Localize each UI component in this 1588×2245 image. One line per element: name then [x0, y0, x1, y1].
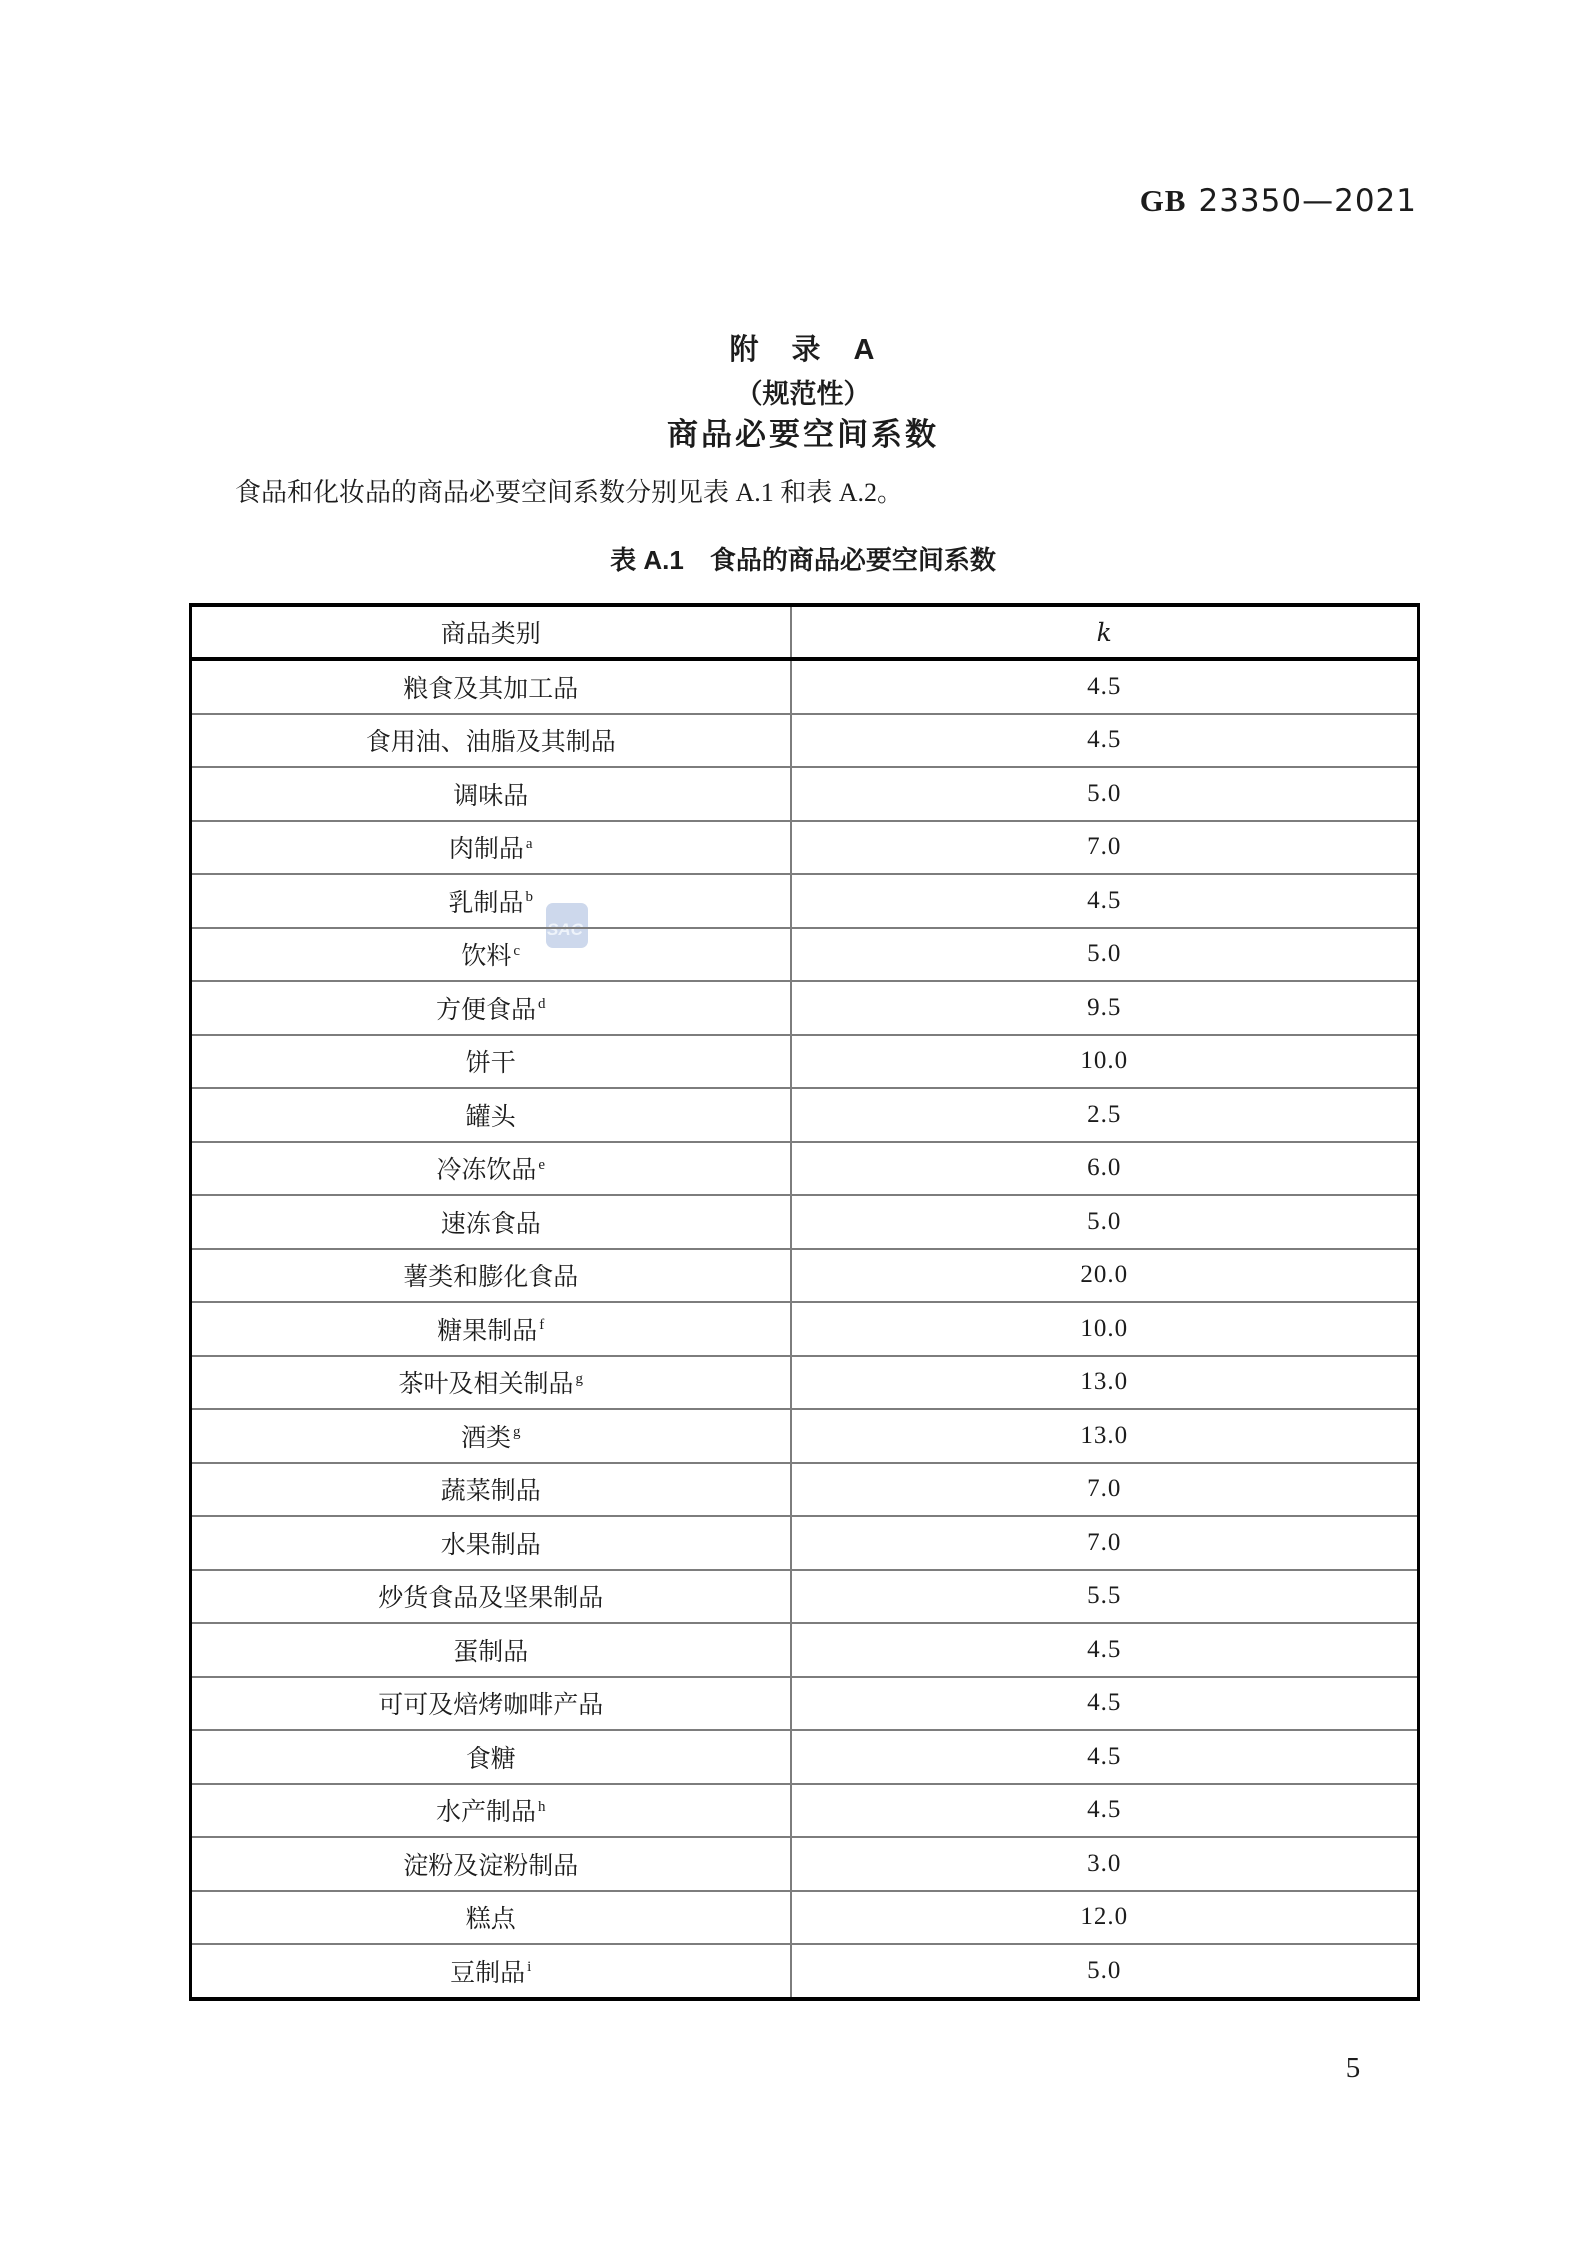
standard-code-number: 23350—2021 [1198, 183, 1417, 219]
footnote-marker: i [527, 1959, 532, 1976]
category-cell: 糖果制品 $^f$ [191, 1302, 791, 1356]
category-cell: 方便食品 $^d$ [191, 981, 791, 1035]
k-value-cell: 9.5 [791, 981, 1419, 1035]
k-value-cell: 7.0 [791, 821, 1419, 875]
category-cell: 酒类 $^g$ [191, 1409, 791, 1463]
table-row [191, 1837, 1419, 1891]
table-row [191, 874, 1419, 928]
intro-paragraph: 食品和化妆品的商品必要空间系数分别见表 A.1 和表 A.2。 [235, 478, 904, 507]
footnote-marker: g [575, 1370, 583, 1387]
k-value-cell: 12.0 [791, 1891, 1419, 1945]
table-row [191, 1570, 1419, 1624]
table-row [191, 1463, 1419, 1517]
appendix-heading: 商品必要空间系数 [667, 417, 939, 452]
category-cell: 肉制品 $^a$ [191, 821, 791, 875]
k-value-cell: 4.5 [791, 1623, 1419, 1677]
appendix-title: 附 录 A [729, 334, 877, 366]
standard-code [189, 183, 1417, 219]
footnote-marker: e [538, 1156, 546, 1173]
category-cell: 乳制品 $^b$ [191, 874, 791, 928]
footnote-marker: c [513, 942, 521, 959]
k-value-cell: 3.0 [791, 1837, 1419, 1891]
k-value-cell: 13.0 [791, 1356, 1419, 1410]
table-row [191, 767, 1419, 821]
category-cell: 薯类和膨化食品 [191, 1249, 791, 1303]
category-cell: 食用油、油脂及其制品 [191, 714, 791, 768]
k-value-cell: 13.0 [791, 1409, 1419, 1463]
category-cell: 蔬菜制品 [191, 1463, 791, 1517]
category-cell: 糕点 [191, 1891, 791, 1945]
table-row [191, 1891, 1419, 1945]
k-value-cell: 5.0 [791, 1944, 1419, 1999]
k-value-cell: 4.5 [791, 1677, 1419, 1731]
table-row [191, 1944, 1419, 1999]
footnote-marker: f [539, 1317, 545, 1334]
table-row [191, 1730, 1419, 1784]
table-row [191, 1195, 1419, 1249]
table-row [191, 1677, 1419, 1731]
category-cell: 水产制品 $^h$ [191, 1784, 791, 1838]
standard-code-prefix: GB [1139, 183, 1187, 218]
table-row [191, 1249, 1419, 1303]
table-row [191, 821, 1419, 875]
column-header-category: 商品类别 [191, 605, 791, 659]
footnote-marker: h [538, 1798, 546, 1815]
category-cell: 淀粉及淀粉制品 [191, 1837, 791, 1891]
coefficient-table [189, 603, 1420, 2001]
page-number: 5 [1345, 2052, 1361, 2084]
table-body [191, 659, 1419, 1999]
k-value-cell: 4.5 [791, 1730, 1419, 1784]
k-value-cell: 6.0 [791, 1142, 1419, 1196]
category-cell: 可可及焙烤咖啡产品 [191, 1677, 791, 1731]
k-value-cell: 2.5 [791, 1088, 1419, 1142]
k-value-cell: 7.0 [791, 1516, 1419, 1570]
table-row [191, 1516, 1419, 1570]
table-caption: 表 A.1 食品的商品必要空间系数 [610, 545, 996, 575]
footnote-marker: d [538, 996, 546, 1013]
k-value-cell: 20.0 [791, 1249, 1419, 1303]
category-cell: 炒货食品及坚果制品 [191, 1570, 791, 1624]
k-value-cell: 5.0 [791, 767, 1419, 821]
category-cell: 调味品 [191, 767, 791, 821]
category-cell: 饮料 $^c$ [191, 928, 791, 982]
table-row [191, 1302, 1419, 1356]
table-row [191, 1623, 1419, 1677]
table-row [191, 1784, 1419, 1838]
category-cell: 粮食及其加工品 [191, 659, 791, 714]
table-row [191, 1035, 1419, 1089]
category-cell: 速冻食品 [191, 1195, 791, 1249]
category-cell: 冷冻饮品 $^e$ [191, 1142, 791, 1196]
k-value-cell: 10.0 [791, 1302, 1419, 1356]
table-row [191, 1356, 1419, 1410]
table-row [191, 714, 1419, 768]
k-value-cell: 10.0 [791, 1035, 1419, 1089]
category-cell: 水果制品 [191, 1516, 791, 1570]
table-row [191, 1409, 1419, 1463]
k-value-cell: 4.5 [791, 874, 1419, 928]
footnote-marker: b [525, 889, 533, 906]
column-header-k: k [791, 605, 1419, 659]
table-header-row [191, 605, 1419, 659]
category-cell: 饼干 [191, 1035, 791, 1089]
k-value-cell: 4.5 [791, 1784, 1419, 1838]
k-value-cell: 4.5 [791, 714, 1419, 768]
category-cell: 食糖 [191, 1730, 791, 1784]
category-cell: 茶叶及相关制品 $^g$ [191, 1356, 791, 1410]
table-row [191, 981, 1419, 1035]
table-row [191, 1142, 1419, 1196]
footnote-marker: a [525, 835, 533, 852]
category-cell: 豆制品 $^i$ [191, 1944, 791, 1999]
appendix-normative-label: （规范性） [735, 379, 871, 409]
footnote-marker: g [513, 1424, 521, 1441]
category-cell: 罐头 [191, 1088, 791, 1142]
k-value-cell: 5.5 [791, 1570, 1419, 1624]
k-value-cell: 7.0 [791, 1463, 1419, 1517]
sac-watermark-text: SAC [547, 920, 583, 939]
table-row [191, 1088, 1419, 1142]
k-value-cell: 5.0 [791, 928, 1419, 982]
category-cell: 蛋制品 [191, 1623, 791, 1677]
k-value-cell: 5.0 [791, 1195, 1419, 1249]
k-value-cell: 4.5 [791, 659, 1419, 714]
table-row [191, 659, 1419, 714]
table-row [191, 928, 1419, 982]
